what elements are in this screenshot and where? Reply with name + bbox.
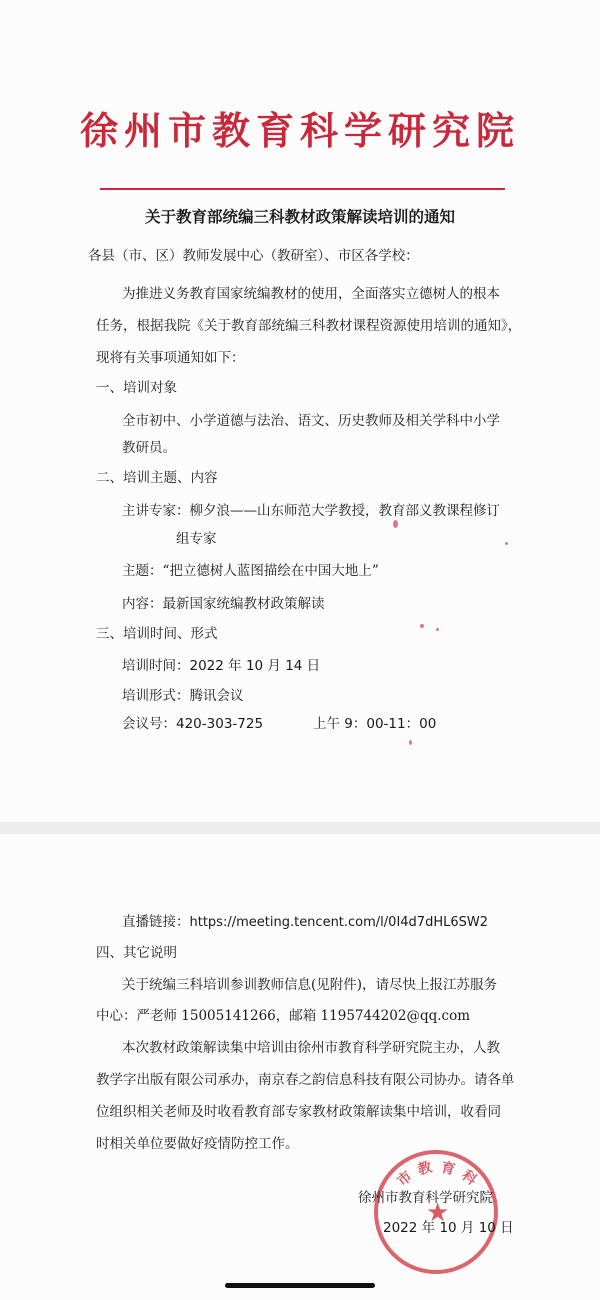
- live-link-url[interactable]: https://meeting.tencent.com/l/0I4d7dHL6SW2: [189, 915, 488, 930]
- section-4-p2-line-4: 时相关单位要做好疫情防控工作。: [96, 1136, 299, 1152]
- section-3-heading: 三、培训时间、形式: [96, 626, 218, 642]
- speaker-line-2: 组专家: [176, 531, 217, 547]
- live-link: [122, 916, 488, 930]
- section-4-p1-line-1: 关于统编三科培训参训教师信息(见附件)，请尽快上报江苏服务: [122, 977, 498, 993]
- section-4-heading: 四、其它说明: [96, 945, 177, 961]
- notice-title: 关于教育部统编三科教材政策解读培训的通知: [144, 208, 455, 226]
- letterhead: 徐州市教育科学研究院: [79, 108, 520, 153]
- training-time: [122, 660, 320, 674]
- training-time-value: 2022 年 10 月 14 日: [189, 658, 321, 674]
- letterhead-rule: [100, 188, 505, 190]
- ink-speck: [393, 520, 398, 528]
- seal-star-icon: ★: [426, 1198, 450, 1228]
- signature-org: 徐州市教育科学研究院: [358, 1190, 493, 1206]
- section-4-p2-line-3: 位组织相关老师及时收看教育部专家教材政策解读集中培训，收看同: [96, 1104, 501, 1120]
- ink-speck: [505, 542, 508, 545]
- live-link-label: 直播链接：: [122, 914, 190, 930]
- intro-line-2: 任务，根据我院《关于教育部统编三科教材课程资源使用培训的通知》，: [96, 318, 522, 334]
- section-4-p2-line-2: 教学字出版有限公司承办，南京春之韵信息科技有限公司协办。请各单: [96, 1072, 515, 1088]
- meeting-label: 会议号：: [122, 716, 176, 732]
- training-time-label: 培训时间：: [122, 658, 190, 674]
- meeting-info: [122, 718, 263, 732]
- recipients: 各县（市、区）教师发展中心（教研室）、市区各学校：: [88, 248, 419, 264]
- theme-line: 主题：“把立德树人蓝图描绘在中国大地上”: [122, 563, 379, 579]
- ink-speck: [409, 740, 412, 745]
- signature-date: 2022 年 10 月 10 日: [383, 1220, 514, 1236]
- meeting-time: 上午 9：00-11：00: [313, 716, 437, 732]
- speaker-line-1: 主讲专家：柳夕浪——山东师范大学教授，教育部义教课程修订: [122, 503, 500, 519]
- ink-speck: [436, 628, 439, 631]
- meeting-number: 420-303-725: [176, 716, 264, 732]
- section-1-heading: 一、培训对象: [96, 380, 177, 396]
- intro-line-1: 为推进义务教育国家统编教材的使用，全面落实立德树人的根本: [122, 286, 500, 302]
- ink-speck: [420, 624, 424, 628]
- section-4-p2-line-1: 本次教材政策解读集中培训由徐州市教育科学研究院主办，人教: [122, 1040, 500, 1056]
- content-line: 内容：最新国家统编教材政策解读: [122, 596, 325, 612]
- section-1-line-1: 全市初中、小学道德与法治、语文、历史教师及相关学科中小学: [122, 413, 500, 429]
- training-form: 培训形式：腾讯会议: [122, 688, 244, 704]
- section-2-heading: 二、培训主题、内容: [96, 470, 218, 486]
- home-indicator[interactable]: [225, 1283, 375, 1288]
- page-gap: [0, 822, 600, 834]
- official-seal: 市 教 育 科 ★: [374, 1150, 498, 1274]
- section-1-line-2: 教研员。: [122, 440, 176, 456]
- intro-line-3: 现将有关事项通知如下：: [96, 350, 245, 366]
- section-4-p1-line-2: 中心：严老师 15005141266，邮箱 1195744202@qq.com: [96, 1008, 471, 1024]
